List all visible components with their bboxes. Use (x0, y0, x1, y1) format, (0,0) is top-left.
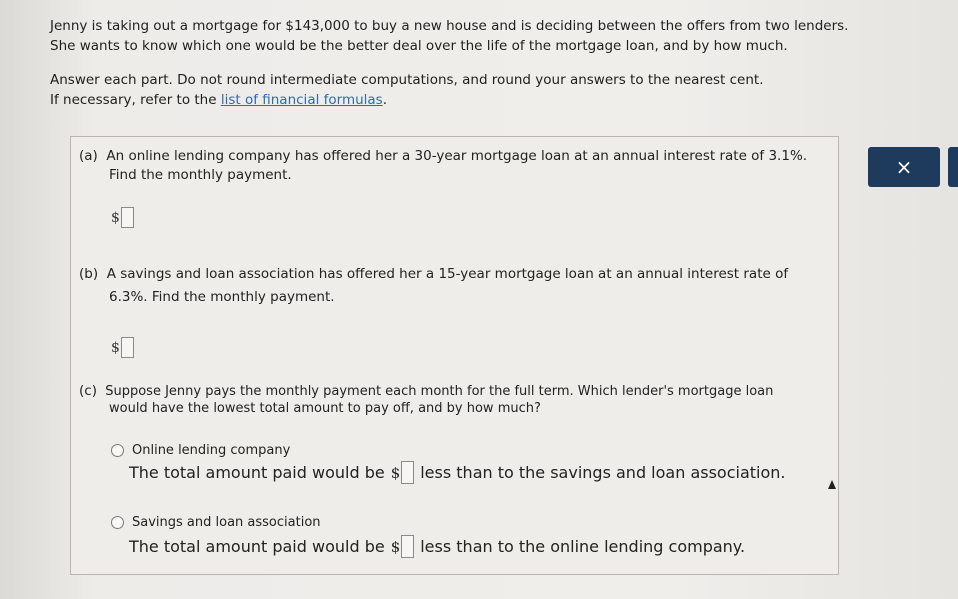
intro-line-1: Jenny is taking out a mortgage for $143,000 to buy a new house and is deciding between the offers from two lenders. (50, 18, 849, 34)
option-online-lending-label: Online lending company (132, 443, 291, 458)
part-a-currency: $ (111, 209, 120, 226)
problem-intro (50, 16, 910, 110)
intro-line-4-suffix: . (382, 92, 388, 108)
part-b-answer-input[interactable] (121, 337, 134, 358)
clear-button[interactable] (868, 147, 940, 187)
part-b-text-1: A savings and loan association has offered her a 15-year mortgage loan at an annual interest rate of (106, 266, 789, 282)
sentence-2-currency: $ (390, 537, 401, 556)
intro-line-2: She wants to know which one would be the better deal over the life of the mortgage loan, and by how much. (50, 38, 788, 54)
close-icon: × (895, 155, 913, 179)
sentence-2-suffix: less than to the online lending company. (420, 537, 746, 556)
side-button[interactable] (948, 147, 958, 187)
intro-line-4-prefix: If necessary, refer to the (50, 92, 221, 108)
part-b-currency: $ (111, 339, 120, 356)
sentence-2-answer-input[interactable] (401, 535, 414, 558)
radio-online-lending[interactable] (111, 444, 124, 457)
part-b (79, 263, 819, 309)
part-b-label: (b) (79, 266, 99, 282)
part-a-answer-input[interactable] (121, 207, 134, 228)
sentence-2-prefix: The total amount paid would be (129, 537, 385, 556)
radio-savings-loan[interactable] (111, 516, 124, 529)
financial-formulas-link[interactable]: list of financial formulas (220, 92, 383, 108)
intro-line-4 (50, 90, 910, 110)
option-savings-loan-label: Savings and loan association (132, 515, 321, 530)
part-c-text-1: Suppose Jenny pays the monthly payment each month for the full term. Which lender's mortgage loan (105, 384, 774, 399)
sentence-1-prefix: The total amount paid would be (129, 463, 385, 482)
part-c-text-2: would have the lowest total amount to pay off, and by how much? (109, 401, 541, 416)
mouse-cursor-icon (828, 480, 836, 489)
part-a-answer (111, 207, 134, 228)
question-panel (70, 136, 839, 575)
option-savings-loan-sentence (129, 535, 745, 558)
part-a-text-2: Find the monthly payment. (109, 167, 292, 183)
option-online-lending-sentence (129, 461, 786, 484)
sentence-1-answer-input[interactable] (401, 461, 414, 484)
part-b-text-2: 6.3%. Find the monthly payment. (109, 289, 335, 305)
sentence-1-suffix: less than to the savings and loan association. (420, 463, 786, 482)
intro-line-3: Answer each part. Do not round intermediate computations, and round your answers to the nearest cent. (50, 72, 764, 88)
part-a-text-1: An online lending company has offered her a 30-year mortgage loan at an annual interest rate of 3.1%. (106, 148, 808, 164)
sentence-1-currency: $ (390, 463, 401, 482)
part-c (79, 383, 819, 417)
part-c-label: (c) (79, 383, 97, 399)
option-online-lending[interactable] (111, 443, 290, 458)
part-a (79, 147, 819, 185)
option-savings-loan[interactable] (111, 515, 321, 530)
part-b-answer (111, 337, 134, 358)
part-a-label: (a) (79, 148, 98, 164)
